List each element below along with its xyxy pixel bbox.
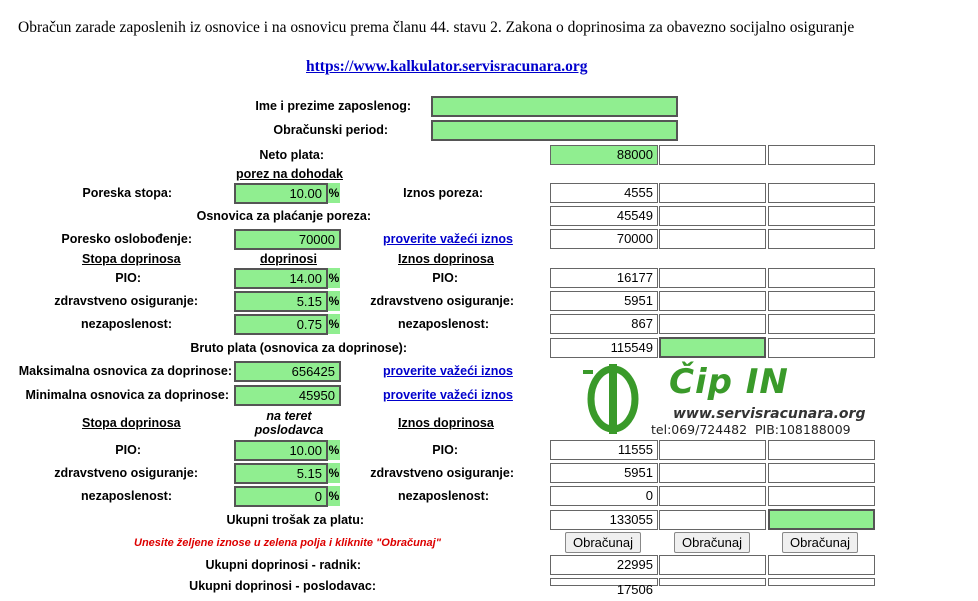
osnovica-porez-label: Osnovica za plaćanje poreza: <box>196 209 371 223</box>
osnovica-porez-2[interactable] <box>659 206 766 226</box>
nezaposlenost-label: nezaposlenost: <box>398 317 489 331</box>
pio-label: PIO: <box>115 443 141 457</box>
osnovica-porez-3[interactable] <box>768 206 875 226</box>
doprinosi-header: doprinosi <box>260 252 317 266</box>
radnik-nez-3[interactable] <box>768 314 875 334</box>
obracunaj-button-1[interactable]: Obračunaj <box>565 532 641 553</box>
radnik-zdr-1[interactable]: 5951 <box>550 291 658 311</box>
zdravstveno-label: zdravstveno osiguranje: <box>54 466 198 480</box>
pio-label: PIO: <box>432 271 458 285</box>
obracunaj-button-2[interactable]: Obračunaj <box>674 532 750 553</box>
porez-header: porez na dohodak <box>236 167 343 181</box>
percent-sign: % <box>328 314 340 334</box>
poreska-stopa-input[interactable]: 10.00 <box>234 183 328 204</box>
radnik-zdr-rate[interactable]: 5.15 <box>234 291 328 312</box>
cip-in-logo <box>583 362 866 440</box>
poslodavac-pio-rate[interactable]: 10.00 <box>234 440 328 461</box>
pio-label: PIO: <box>115 271 141 285</box>
poslodavac-nez-rate[interactable]: 0 <box>234 486 328 507</box>
logo-contact: tel:069/724482 PIB:108188009 <box>651 422 851 437</box>
ukupni-poslodavac-3[interactable] <box>768 578 875 586</box>
iznos-poreza-3[interactable] <box>768 183 875 203</box>
poslodavac-zdr-rate[interactable]: 5.15 <box>234 463 328 484</box>
poslodavac-pio-3[interactable] <box>768 440 875 460</box>
proverite-link-2[interactable]: proverite važeći iznos <box>383 364 513 378</box>
oslobodjenje-2[interactable] <box>659 229 766 249</box>
employee-label: Ime i prezime zaposlenog: <box>255 99 411 113</box>
poslodavac-zdr-3[interactable] <box>768 463 875 483</box>
neto-input-3[interactable] <box>768 145 875 165</box>
max-osnovica-label: Maksimalna osnovica za doprinose: <box>18 364 232 378</box>
ukupni-poslodavac-2[interactable] <box>659 578 766 586</box>
radnik-nez-2[interactable] <box>659 314 766 334</box>
page-title: Obračun zarade zaposlenih iz osnovice i na osnovicu prema članu 44. stavu 2. Zakona o doprinosima za obavezno socijalno osiguranje <box>18 19 855 36</box>
oslobodjenje-1[interactable]: 70000 <box>550 229 658 249</box>
bruto-3[interactable] <box>768 338 875 358</box>
ukupni-trosak-2[interactable] <box>659 510 766 530</box>
bruto-2[interactable] <box>659 337 766 358</box>
period-label: Obračunski period: <box>273 123 388 137</box>
zdravstveno-label: zdravstveno osiguranje: <box>54 294 198 308</box>
oslobodjenje-3[interactable] <box>768 229 875 249</box>
iznos-doprinosa-header-2: Iznos doprinosa <box>398 416 494 430</box>
teret-poslodavca-header: na teret poslodavca <box>254 409 324 437</box>
logo-brand: Čip IN <box>669 362 789 402</box>
iznos-poreza-label: Iznos poreza: <box>403 186 483 200</box>
poslodavac-nez-2[interactable] <box>659 486 766 506</box>
bruto-label: Bruto plata (osnovica za doprinose): <box>190 341 407 355</box>
radnik-nez-1[interactable]: 867 <box>550 314 658 334</box>
instruction-note: Unesite željene iznose u zelena polja i kliknite "Obračunaj" <box>134 537 441 549</box>
iznos-doprinosa-header: Iznos doprinosa <box>398 252 494 266</box>
neto-label: Neto plata: <box>259 148 324 162</box>
zdravstveno-label: zdravstveno osiguranje: <box>370 466 514 480</box>
proverite-link-1[interactable]: proverite važeći iznos <box>383 232 513 246</box>
obracunaj-button-3[interactable]: Obračunaj <box>782 532 858 553</box>
iznos-poreza-1[interactable]: 4555 <box>550 183 658 203</box>
poslodavac-pio-1[interactable]: 11555 <box>550 440 658 460</box>
radnik-pio-2[interactable] <box>659 268 766 288</box>
radnik-pio-1[interactable]: 16177 <box>550 268 658 288</box>
logo-site: www.servisracunara.org <box>673 406 866 422</box>
iznos-poreza-2[interactable] <box>659 183 766 203</box>
site-link[interactable]: https://www.kalkulator.servisracunara.org <box>306 58 588 75</box>
neto-input-1[interactable]: 88000 <box>550 145 658 165</box>
ukupni-trosak-3[interactable] <box>768 509 875 530</box>
ukupni-radnik-label: Ukupni doprinosi - radnik: <box>205 558 361 572</box>
bruto-1[interactable]: 115549 <box>550 338 658 358</box>
percent-sign: % <box>328 463 340 483</box>
ukupni-trosak-label: Ukupni trošak za platu: <box>226 513 364 527</box>
percent-sign: % <box>328 440 340 460</box>
poslodavac-nez-1[interactable]: 0 <box>550 486 658 506</box>
neto-input-2[interactable] <box>659 145 766 165</box>
radnik-zdr-3[interactable] <box>768 291 875 311</box>
nezaposlenost-label: nezaposlenost: <box>81 489 172 503</box>
radnik-pio-rate[interactable]: 14.00 <box>234 268 328 289</box>
radnik-zdr-2[interactable] <box>659 291 766 311</box>
min-osnovica-input[interactable]: 45950 <box>234 385 341 406</box>
stopa-doprinosa-header-2: Stopa doprinosa <box>82 416 181 430</box>
stopa-doprinosa-header: Stopa doprinosa <box>82 252 181 266</box>
percent-sign: % <box>328 291 340 311</box>
osnovica-porez-1[interactable]: 45549 <box>550 206 658 226</box>
radnik-nez-rate[interactable]: 0.75 <box>234 314 328 335</box>
period-input[interactable] <box>431 120 678 141</box>
radnik-pio-3[interactable] <box>768 268 875 288</box>
oslobodjenje-input[interactable]: 70000 <box>234 229 341 250</box>
ukupni-radnik-2[interactable] <box>659 555 766 575</box>
proverite-link-3[interactable]: proverite važeći iznos <box>383 388 513 402</box>
poslodavac-zdr-1[interactable]: 5951 <box>550 463 658 483</box>
nezaposlenost-label: nezaposlenost: <box>81 317 172 331</box>
oslobodjenje-label: Poresko oslobođenje: <box>61 232 192 246</box>
poslodavac-nez-3[interactable] <box>768 486 875 506</box>
employee-input[interactable] <box>431 96 678 117</box>
nezaposlenost-label: nezaposlenost: <box>398 489 489 503</box>
poreska-stopa-label: Poreska stopa: <box>82 186 172 200</box>
percent-sign: % <box>328 183 340 203</box>
ukupni-poslodavac-1[interactable]: 17506 <box>550 578 658 586</box>
min-osnovica-label: Minimalna osnovica za doprinose: <box>25 388 229 402</box>
zdravstveno-label: zdravstveno osiguranje: <box>370 294 514 308</box>
ukupni-poslodavac-label: Ukupni doprinosi - poslodavac: <box>189 579 376 593</box>
cip-logo-icon <box>583 362 643 436</box>
ukupni-radnik-1[interactable]: 22995 <box>550 555 658 575</box>
max-osnovica-input[interactable]: 656425 <box>234 361 341 382</box>
percent-sign: % <box>328 486 340 506</box>
poslodavac-zdr-2[interactable] <box>659 463 766 483</box>
poslodavac-pio-2[interactable] <box>659 440 766 460</box>
pio-label: PIO: <box>432 443 458 457</box>
percent-sign: % <box>328 268 340 288</box>
ukupni-trosak-1[interactable]: 133055 <box>550 510 658 530</box>
ukupni-radnik-3[interactable] <box>768 555 875 575</box>
